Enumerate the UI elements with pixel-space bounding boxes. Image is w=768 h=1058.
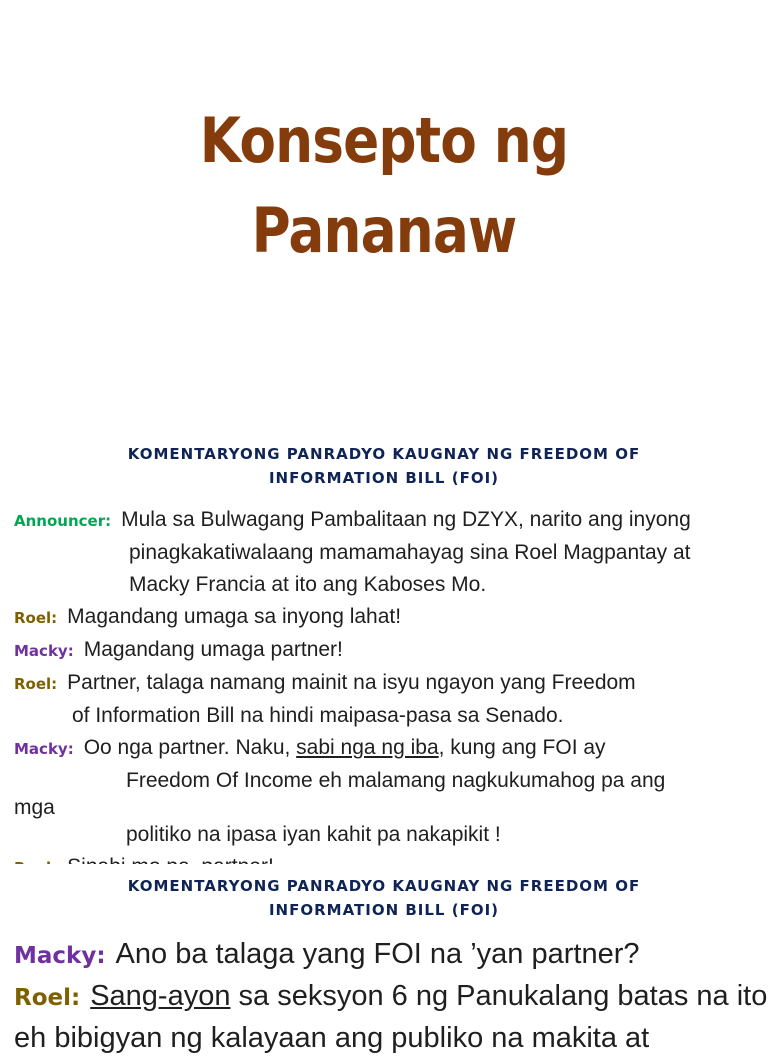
dialogue-line xyxy=(14,634,756,667)
dialogue-line: Macky Francia at ito ang Kaboses Mo. xyxy=(129,573,487,596)
dialogue-line xyxy=(14,732,756,765)
line-text: Magandang umaga partner! xyxy=(83,638,343,661)
heading-line-1: KOMENTARYONG PANRADYO KAUGNAY NG FREEDOM OF xyxy=(127,445,641,463)
dialogue-line xyxy=(14,504,756,537)
title-line-1: Konsepto ng xyxy=(199,104,569,177)
speaker-announcer: Announcer: xyxy=(14,512,112,530)
speaker-macky: Macky: xyxy=(14,642,74,660)
line-text: Ano ba talaga yang FOI na ’yan partner? xyxy=(115,938,640,970)
dialogue-line: eh bibigyan ng kalayaan ang publiko na makita at xyxy=(14,1022,650,1054)
heading-line-2: INFORMATION BILL (FOI) xyxy=(268,469,500,487)
dialogue-line: politiko na ipasa iyan kahit pa nakapikit ! xyxy=(126,823,501,846)
dialogue-line: of Information Bill na hindi maipasa-pasa sa Senado. xyxy=(72,704,564,727)
title-slide xyxy=(0,0,768,432)
line-text: Partner, talaga namang mainit na isyu ngayon yang Freedom xyxy=(67,671,636,694)
slide-heading xyxy=(0,442,768,490)
line-text: Oo nga partner. Naku, xyxy=(83,736,297,759)
dialogue-line: Freedom Of Income eh malamang nagkukumahog pa ang xyxy=(126,769,666,792)
line-text: , kung ang FOI ay xyxy=(438,736,606,759)
speaker-roel: Roel: xyxy=(14,985,81,1011)
underlined-text: sabi nga ng iba xyxy=(296,736,439,759)
speaker-roel: Roel: xyxy=(14,675,58,693)
dialogue-body xyxy=(14,934,768,1058)
line-text: Mula sa Bulwagang Pambalitaan ng DZYX, narito ang inyong xyxy=(121,508,691,531)
speaker-roel: Roel: xyxy=(14,609,58,627)
speaker-macky: Macky: xyxy=(14,943,106,969)
main-title xyxy=(54,96,714,276)
slide-heading xyxy=(0,874,768,922)
heading-line-1: KOMENTARYONG PANRADYO KAUGNAY NG FREEDOM OF xyxy=(127,877,641,895)
underlined-text: Sang-ayon xyxy=(90,980,231,1012)
dialogue-line: pinagkakatiwalaang mamamahayag sina Roel Magpantay at xyxy=(129,541,691,564)
line-text: sa seksyon 6 ng Panukalang batas na ito xyxy=(230,980,768,1012)
speaker-macky: Macky: xyxy=(14,740,74,758)
dialogue-line xyxy=(14,976,768,1018)
dialogue-line xyxy=(14,667,756,700)
dialogue-line xyxy=(14,934,756,976)
dialogue-slide-1 xyxy=(0,432,768,864)
dialogue-line: mga xyxy=(14,796,55,819)
dialogue-line xyxy=(14,601,756,634)
heading-line-2: INFORMATION BILL (FOI) xyxy=(268,901,500,919)
dialogue-body xyxy=(14,504,756,884)
dialogue-slide-2 xyxy=(0,864,768,1054)
title-line-2: Pananaw xyxy=(251,194,517,267)
line-text: Magandang umaga sa inyong lahat! xyxy=(67,605,402,628)
